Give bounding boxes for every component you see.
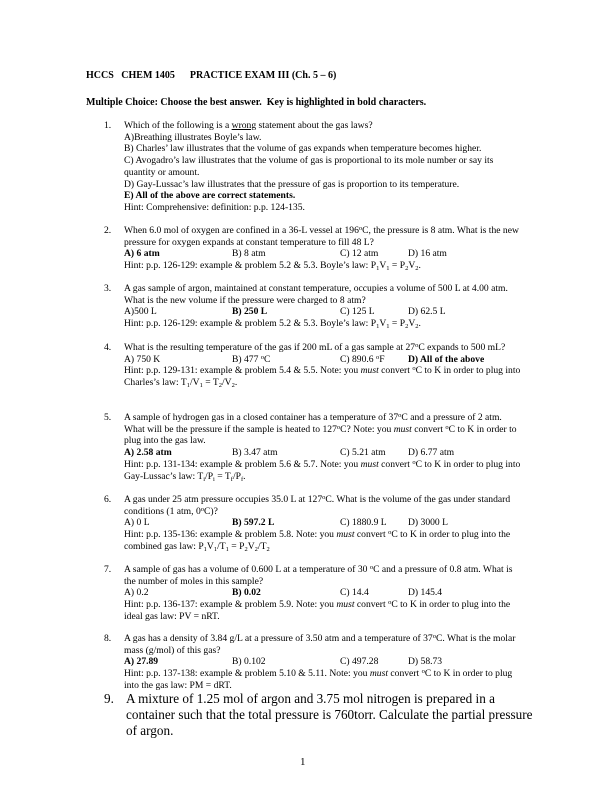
question-number: 5. <box>104 412 112 423</box>
option-b: B) 3.47 atm <box>232 447 278 459</box>
option-d: D) All of the above <box>408 353 485 365</box>
question-number: 3. <box>104 283 112 294</box>
option-d: D) 3000 L <box>408 517 448 529</box>
question-9 <box>104 691 534 739</box>
options-row <box>124 587 524 599</box>
option-c: C) 497.28 <box>340 656 379 668</box>
hint: Hint: p.p. 136-137: example & problem 5.9. Note: you must convert $^o$C to K in order to plug into the ideal gas law: PV = nRT. <box>124 599 511 622</box>
question-text: A gas sample of argon, maintained at constant temperature, occupies a volume of 500 L at 4.00 atm. What is the new volume if the pressure were charged to 8 atm? <box>124 283 508 306</box>
option-b: B) 0.02 <box>232 587 261 599</box>
option-c: C) 12 atm <box>340 248 379 260</box>
option-d: D) 145.4 <box>408 587 443 599</box>
question-4 <box>104 342 524 389</box>
options-row <box>124 656 524 668</box>
options-row <box>124 306 524 318</box>
document-title: HCCS CHEM 1405 PRACTICE EXAM III (Ch. 5 – 6) <box>86 70 337 81</box>
option-a: A) 0.2 <box>124 587 149 599</box>
question-text: A gas has a density of 3.84 g/L at a pressure of 3.50 atm and a temperature of 37$^o$C. What is the molar mass (g/mol) of this gas? <box>124 633 516 656</box>
option-d: D) 62.5 L <box>408 306 446 318</box>
hint: Hint: p.p. 126-129: example & problem 5.2 & 5.3. Boyle’s law: $P_1V_1 = P_2V_2$. <box>124 318 421 331</box>
option-d: D) 58.73 <box>408 656 443 668</box>
question-7 <box>104 564 524 623</box>
options-row <box>124 354 524 366</box>
option-b: B) 597.2 L <box>232 517 275 529</box>
option-a: A) 2.58 atm <box>124 447 172 459</box>
question-text: When 6.0 mol of oxygen are confined in a 36-L vessel at 196$^o$C, the pressure is 8 atm. What is the new pressure for oxygen expands at constant temperature to fill 48 L? <box>124 225 519 248</box>
page-number: 1 <box>300 756 306 768</box>
option-c: C) 1880.9 L <box>340 517 387 529</box>
hint: Hint: p.p. 135-136: example & problem 5.8. Note: you must convert $^o$C to K in order to plug into the combined gas law: $P_1V_1/T_1 = P_2V_2/T_2$ <box>124 529 511 553</box>
question-1 <box>104 120 524 214</box>
hint: Hint: p.p. 131-134: example & problem 5.6 & 5.7. Note: you must convert $^o$C to K in order to plug into Gay-Lussac’s law: $T_i/P_i = T_f/P_f$. <box>124 458 521 483</box>
hint: Hint: p.p. 129-131: example & problem 5.4 & 5.5. Note: you must convert $^o$C to K in order to plug into Charles’s law: $T_1/V_1 = T_2/V_2$. <box>124 365 521 390</box>
question-6 <box>104 494 524 553</box>
question-text: What is the resulting temperature of the gas if 200 mL of a gas sample at 27$^o$C expands to 500 mL? <box>124 342 506 353</box>
option-c: C) Avogadro’s law illustrates that the volume of gas is proportional to its mole number or say its quantity or amount. <box>124 155 494 178</box>
question-text: A sample of gas has a volume of 0.600 L at a temperature of 30 $^o$C and a pressure of 0.8 atm. What is the number of moles in this sample? <box>124 564 513 587</box>
question-8 <box>104 633 524 692</box>
option-a: A) 6 atm <box>124 248 160 260</box>
option-b: B) Charles’ law illustrates that the volume of gas expands when temperature becomes higher. <box>124 143 482 155</box>
option-d: D) 16 atm <box>408 248 447 260</box>
question-number: 1. <box>104 120 112 131</box>
option-a: A)Breathing illustrates Boyle’s law. <box>124 131 262 143</box>
question-text: A sample of hydrogen gas in a closed container has a temperature of 37$^o$C and a pressure of 2 atm. What will be the pressure if the sample is heated to 127$^o$C? Note: you must convert $^o$C to K in order to plug into the gas law. <box>124 412 517 447</box>
question-text: A mixture of 1.25 mol of argon and 3.75 mol nitrogen is prepared in a container such that the total pressure is 760torr. Calculate the partial pressure of argon. <box>126 691 533 738</box>
question-3 <box>104 283 524 330</box>
question-2 <box>104 225 524 272</box>
answer-key: E) All of the above are correct statements. <box>124 190 296 202</box>
option-c: C) 125 L <box>340 306 375 318</box>
question-number: 8. <box>104 633 112 644</box>
option-d: D) Gay-Lussac’s law illustrates that the pressure of gas is proportion to its temperature. <box>124 178 460 190</box>
options-row <box>124 517 524 529</box>
question-number: 2. <box>104 225 112 236</box>
hint: Hint: p.p. 126-129: example & problem 5.2 & 5.3. Boyle’s law: $P_1V_1 = P_2V_2$. <box>124 260 421 273</box>
options-row <box>124 248 524 260</box>
option-c: C) 890.6 $^o$F <box>340 353 385 365</box>
question-text: Which of the following is a wrong statement about the gas laws? <box>124 120 373 131</box>
option-b: B) 250 L <box>232 306 268 318</box>
question-text: A gas under 25 atm pressure occupies 35.0 L at 127$^o$C. What is the volume of the gas under standard conditions (1 atm, 0$^o$C)? <box>124 494 511 517</box>
option-c: C) 14.4 <box>340 587 369 599</box>
option-d: D) 6.77 atm <box>408 447 455 459</box>
hint: Hint: Comprehensive: definition: p.p. 124-135. <box>124 201 305 213</box>
question-5 <box>104 412 524 482</box>
hint: Hint: p.p. 137-138: example & problem 5.10 & 5.11. Note: you must convert $^o$C to K in order to plug into the gas law: PM = dRT. <box>124 668 513 691</box>
question-number: 9. <box>104 691 114 706</box>
option-b: B) 8 atm <box>232 248 266 260</box>
option-a: A) 27.89 <box>124 656 159 668</box>
option-a: A) 0 L <box>124 517 150 529</box>
question-number: 4. <box>104 342 112 353</box>
options-row <box>124 447 524 459</box>
option-c: C) 5.21 atm <box>340 447 386 459</box>
option-a: A) 750 K <box>124 353 161 365</box>
option-b: B) 0.102 <box>232 656 266 668</box>
instructions: Multiple Choice: Choose the best answer. Key is highlighted in bold characters. <box>86 97 427 108</box>
question-number: 7. <box>104 564 112 575</box>
option-a: A)500 L <box>124 306 157 318</box>
question-number: 6. <box>104 494 112 505</box>
option-b: B) 477 $^o$C <box>232 353 271 365</box>
